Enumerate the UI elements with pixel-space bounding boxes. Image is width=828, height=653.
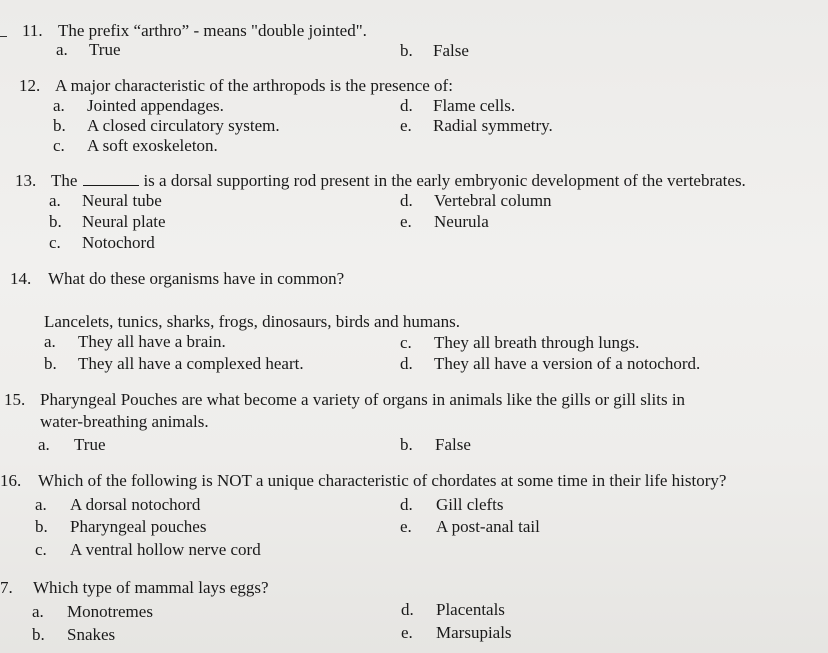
option-e[interactable]: A post-anal tail: [436, 517, 540, 536]
option-letter-d: d.: [400, 191, 413, 210]
option-letter-e: e.: [400, 212, 412, 231]
option-a[interactable]: They all have a brain.: [78, 332, 226, 351]
option-d[interactable]: Vertebral column: [434, 191, 552, 210]
option-c[interactable]: A ventral hollow nerve cord: [70, 540, 261, 559]
question-number: 7.: [0, 578, 13, 597]
question-stem: Which of the following is NOT a unique characteristic of chordates at some time in their life history?: [38, 471, 727, 490]
option-a[interactable]: True: [74, 435, 106, 454]
option-d[interactable]: Placentals: [436, 600, 505, 619]
question-number: 15.: [4, 390, 26, 409]
answer-blank[interactable]: [83, 171, 139, 186]
option-c[interactable]: They all breath through lungs.: [434, 333, 640, 352]
question-stem: What do these organisms have in common?: [48, 269, 345, 288]
option-e[interactable]: Radial symmetry.: [433, 116, 553, 135]
question-stem: A major characteristic of the arthropods is the presence of:: [55, 76, 453, 95]
option-c[interactable]: Notochord: [82, 233, 155, 252]
option-letter-a: a.: [38, 435, 50, 454]
question-number: 16.: [0, 471, 22, 490]
option-letter-b: b.: [49, 212, 62, 231]
option-letter-a: a.: [32, 602, 44, 621]
option-letter-a: a.: [35, 495, 47, 514]
option-d[interactable]: Gill clefts: [436, 495, 504, 514]
margin-mark: [0, 36, 7, 37]
option-b[interactable]: False: [435, 435, 471, 454]
option-e[interactable]: Neurula: [434, 212, 489, 231]
option-b[interactable]: Neural plate: [82, 212, 166, 231]
option-a[interactable]: A dorsal notochord: [70, 495, 201, 514]
question-stem-line-2: water-breathing animals.: [40, 412, 209, 431]
option-letter-b: b.: [32, 625, 45, 644]
option-b[interactable]: They all have a complexed heart.: [78, 354, 304, 373]
option-letter-d: d.: [400, 495, 413, 514]
option-letter-e: e.: [401, 623, 413, 642]
stem-after-blank: is a dorsal supporting rod present in the early embryonic development of the vertebrates.: [143, 171, 746, 190]
organism-list: Lancelets, tunics, sharks, frogs, dinosaurs, birds and humans.: [44, 312, 460, 331]
option-letter-a: a.: [44, 332, 56, 351]
option-b[interactable]: False: [433, 41, 469, 60]
option-letter-b: b.: [400, 435, 413, 454]
option-d[interactable]: Flame cells.: [433, 96, 516, 115]
option-a[interactable]: True: [89, 40, 121, 59]
option-letter-a: a.: [56, 40, 68, 59]
option-letter-b: b.: [53, 116, 66, 135]
option-c[interactable]: A soft exoskeleton.: [87, 136, 218, 155]
option-letter-e: e.: [400, 116, 412, 135]
option-a[interactable]: Neural tube: [82, 191, 162, 210]
option-a[interactable]: Monotremes: [67, 602, 153, 621]
option-letter-b: b.: [44, 354, 57, 373]
option-letter-c: c.: [53, 136, 65, 155]
option-a[interactable]: Jointed appendages.: [87, 96, 224, 115]
option-letter-c: c.: [35, 540, 47, 559]
question-number: 13.: [15, 171, 37, 190]
option-e[interactable]: Marsupials: [436, 623, 512, 642]
option-letter-e: e.: [400, 517, 412, 536]
option-letter-d: d.: [400, 96, 413, 115]
question-stem-line-1: Pharyngeal Pouches are what become a variety of organs in animals like the gills or gill slits in: [40, 390, 686, 409]
option-b[interactable]: Snakes: [67, 625, 116, 644]
question-stem: Which type of mammal lays eggs?: [33, 578, 269, 597]
question-number: 11.: [22, 21, 43, 40]
option-letter-c: c.: [400, 333, 412, 352]
question-stem: The prefix “arthro” - means "double jointed".: [58, 21, 367, 40]
option-letter-d: d.: [400, 354, 413, 373]
question-number: 14.: [10, 269, 32, 288]
option-letter-b: b.: [400, 41, 413, 60]
question-stem: [51, 171, 746, 191]
question-number: 12.: [19, 76, 41, 95]
option-letter-d: d.: [401, 600, 414, 619]
option-b[interactable]: A closed circulatory system.: [87, 116, 280, 135]
option-letter-c: c.: [49, 233, 61, 252]
stem-before-blank: The: [51, 171, 78, 190]
option-letter-a: a.: [53, 96, 65, 115]
option-letter-b: b.: [35, 517, 48, 536]
option-b[interactable]: Pharyngeal pouches: [70, 517, 207, 536]
option-letter-a: a.: [49, 191, 61, 210]
option-d[interactable]: They all have a version of a notochord.: [434, 354, 701, 373]
